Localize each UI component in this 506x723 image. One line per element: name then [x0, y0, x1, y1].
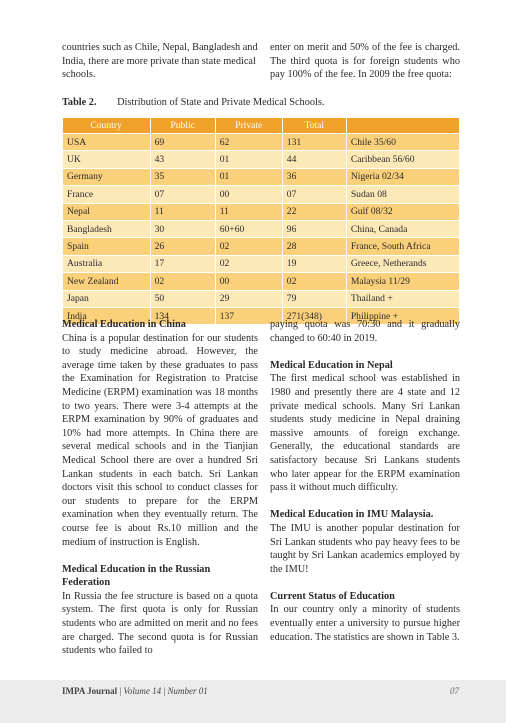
cell-extra: Malaysia 11/29 [346, 273, 459, 290]
cell-private: 00 [215, 273, 282, 290]
left-column [62, 318, 258, 658]
cell-total: 131 [282, 134, 346, 151]
cell-private: 02 [215, 238, 282, 255]
cell-private: 62 [215, 134, 282, 151]
cell-extra: Philippine + [346, 307, 459, 324]
nepal-heading: Medical Education in Nepal [270, 359, 393, 371]
top-right-paragraph [270, 41, 460, 82]
header-total: Total [282, 118, 346, 134]
cell-total: 19 [282, 255, 346, 272]
table-row [63, 255, 460, 272]
cell-public: 35 [150, 168, 215, 185]
cell-private: 01 [215, 168, 282, 185]
russia-body: In Russia the fee structure is based on a quota system. The first quota is only for Russian students who are admitted on merit and no fees are charged. The second quota is for Russian students who failed to [62, 590, 258, 657]
cell-total: 07 [282, 186, 346, 203]
china-body: China is a popular destination for our students to study medicine abroad. However, the average time taken by these graduates to pass the Examination for Registration to Pratcise Medicine (ERPM) examination was 18 months to two years. There were 3-4 attempts at the ERPM examination by 90% of graduates and 10% had more attempts. In China there are several medical schools and in the Tianjian Medical School there are over a hundred Sri Lankan students in each batch. Sri Lankan doctors visit this school to conduct classes for our students to prepare for the ERPM examination when they eventually return. The course fee is about Rs.10 million and the medium of instruction is English. [62, 332, 258, 548]
cell-total: 02 [282, 273, 346, 290]
cell-private: 29 [215, 290, 282, 307]
cell-country: USA [63, 134, 151, 151]
footer-journal-info [62, 686, 208, 696]
cell-country: Japan [63, 290, 151, 307]
cell-country: France [63, 186, 151, 203]
cell-total: 96 [282, 220, 346, 237]
cell-total: 22 [282, 203, 346, 220]
current-status-body: In our country only a minority of students eventually enter a university to pursue higher education. The statistics are shown in Table 3. [270, 604, 460, 643]
top-left-text: countries such as Chile, Nepal, Bangladesh and India, there are more private than state medical schools. [62, 42, 258, 81]
cell-extra: Chile 35/60 [346, 134, 459, 151]
cell-public: 69 [150, 134, 215, 151]
cell-total: 28 [282, 238, 346, 255]
cell-extra: Gulf 08/32 [346, 203, 459, 220]
cell-public: 50 [150, 290, 215, 307]
top-right-text: enter on merit and 50% of the fee is charged. The third quota is for foreign students who pay 100% of the fee. In 2009 the free quota: [270, 42, 460, 81]
cell-public: 134 [150, 307, 215, 324]
nepal-body: The first medical school was established in 1980 and presently there are 4 state and 12 private medical schools. Many Sri Lankan students study medicine in Nepal draining massive amounts of foreign exchange. Generally, the educational standards are satisfactory because Sri Lankans students who later appear for the ERPM examination pass it without much difficulty. [270, 373, 460, 494]
imu-body: The IMU is another popular destination for Sri Lankan students who pay heavy fees to be taught by Sri Lankan academics employed by the IMU! [270, 522, 460, 575]
header-extra [346, 118, 459, 134]
footer-journal-name: IMPA Journal [62, 686, 118, 696]
cell-extra: Caribbean 56/60 [346, 151, 459, 168]
imu-heading: Medical Education in IMU Malaysia. [270, 509, 434, 521]
footer-volume: Volume 14 [123, 686, 162, 696]
cell-country: Germany [63, 168, 151, 185]
cell-country: Spain [63, 238, 151, 255]
header-private: Private [215, 118, 282, 134]
cell-total: 79 [282, 290, 346, 307]
table-row [63, 273, 460, 290]
cell-country: Nepal [63, 203, 151, 220]
cell-extra: France, South Africa [346, 238, 459, 255]
table-caption-text: Distribution of State and Private Medical Schools. [117, 97, 325, 108]
header-country: Country [63, 118, 151, 134]
cell-public: 30 [150, 220, 215, 237]
cell-country: India [63, 307, 151, 324]
cell-extra: Nigeria 02/34 [346, 168, 459, 185]
cell-public: 11 [150, 203, 215, 220]
footer-separator-2: | [163, 686, 166, 696]
continued-body: paying quota was 70:30 and it gradually changed to 60:40 in 2019. [270, 319, 460, 344]
table-caption [62, 96, 462, 109]
footer-issue: Number 01 [167, 686, 208, 696]
cell-total: 44 [282, 151, 346, 168]
cell-public: 17 [150, 255, 215, 272]
cell-country: UK [63, 151, 151, 168]
cell-extra: Sudan 08 [346, 186, 459, 203]
cell-total: 271(348) [282, 307, 346, 324]
table-row [63, 203, 460, 220]
right-column [270, 318, 460, 644]
header-public: Public [150, 118, 215, 134]
medical-schools-table [62, 118, 460, 325]
cell-extra: China, Canada [346, 220, 459, 237]
table-header-row [63, 118, 460, 134]
cell-private: 60+60 [215, 220, 282, 237]
table-row [63, 186, 460, 203]
cell-private: 11 [215, 203, 282, 220]
cell-public: 26 [150, 238, 215, 255]
cell-country: Bangladesh [63, 220, 151, 237]
cell-total: 36 [282, 168, 346, 185]
table-row [63, 220, 460, 237]
table-row [63, 168, 460, 185]
russia-heading: Medical Education in the Russian Federation [62, 563, 211, 589]
china-heading: Medical Education in China [62, 319, 186, 330]
page-number: 07 [450, 686, 459, 696]
cell-public: 02 [150, 273, 215, 290]
cell-public: 07 [150, 186, 215, 203]
cell-country: Australia [63, 255, 151, 272]
top-left-paragraph [62, 41, 258, 82]
cell-country: New Zealand [63, 273, 151, 290]
table-row [63, 290, 460, 307]
footer-separator: | [119, 686, 122, 696]
table-row [63, 151, 460, 168]
table-row [63, 238, 460, 255]
cell-private: 137 [215, 307, 282, 324]
table-body [63, 134, 460, 325]
cell-private: 01 [215, 151, 282, 168]
table-label: Table 2. [62, 97, 97, 108]
cell-public: 43 [150, 151, 215, 168]
current-status-heading: Current Status of Education [270, 590, 395, 602]
cell-private: 00 [215, 186, 282, 203]
cell-private: 02 [215, 255, 282, 272]
cell-extra: Greece, Netherands [346, 255, 459, 272]
table-row [63, 134, 460, 151]
cell-extra: Thailand + [346, 290, 459, 307]
